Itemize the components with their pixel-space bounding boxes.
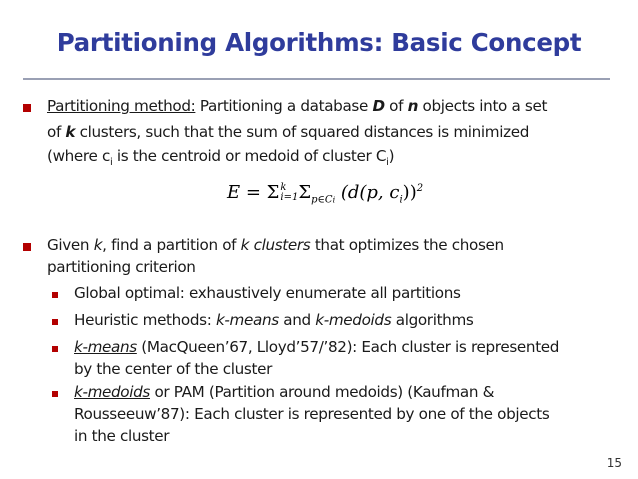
text-run: that optimizes the chosen xyxy=(310,236,504,254)
text-run: Heuristic methods: xyxy=(74,311,216,329)
formula-i-equals-1: i=1 xyxy=(280,192,299,203)
text-run: (where c xyxy=(47,147,110,165)
variable-D: D xyxy=(372,97,385,115)
square-bullet-icon xyxy=(52,346,58,352)
text-run: ) xyxy=(388,147,395,165)
text-run: clusters, such that the sum of squared distances is minimized xyxy=(75,123,530,141)
sub-bullet-heuristic xyxy=(74,310,473,331)
title-divider xyxy=(23,78,610,80)
sub-bullet-global-optimal: Global optimal: exhaustively enumerate all partitions xyxy=(74,284,461,302)
text-run: or PAM (Partition around medoids) (Kaufman & xyxy=(149,383,495,401)
subscript-i: i xyxy=(386,157,389,169)
sub-bullet-kmedoids-line-1 xyxy=(74,382,494,403)
formula-sum-limits xyxy=(280,183,298,203)
subscript-i: i xyxy=(109,157,113,169)
bullet-2-line-1 xyxy=(47,235,504,256)
square-bullet-icon xyxy=(52,292,58,298)
text-run: of xyxy=(47,123,66,141)
k-clusters-term: k clusters xyxy=(240,236,311,254)
k-means-link: k-means xyxy=(74,338,137,356)
bullet-2-line-2: partitioning criterion xyxy=(47,258,196,276)
text-run: (MacQueen’67, Lloyd’57/’82): Each cluster is represented xyxy=(136,338,560,356)
square-bullet-icon xyxy=(52,391,58,397)
k-means-term: k-means xyxy=(215,311,279,329)
formula-i: i xyxy=(399,194,403,206)
text-run: , find a partition of xyxy=(102,236,241,254)
sub-bullet-kmedoids-line-2: Rousseeuw’87): Each cluster is represented by one of the objects xyxy=(74,405,550,423)
formula-sigma: Σ xyxy=(298,182,312,203)
text-run: and xyxy=(278,311,316,329)
sub-bullet-kmedoids-line-3: in the cluster xyxy=(74,427,170,445)
text-run: Partitioning a database xyxy=(195,97,373,115)
formula-k: k xyxy=(280,182,287,193)
text-run: objects into a set xyxy=(418,97,548,115)
variable-k: k xyxy=(93,236,103,254)
partitioning-method-term: Partitioning method: xyxy=(47,97,196,115)
sub-bullet-kmeans-line-2: by the center of the cluster xyxy=(74,360,272,378)
slide-title: Partitioning Algorithms: Basic Concept xyxy=(56,28,582,57)
page-number: 15 xyxy=(606,456,622,470)
formula-close: )) xyxy=(402,182,417,203)
formula-E: E xyxy=(227,182,241,203)
bullet-1-line-2 xyxy=(47,122,529,143)
formula-i: i xyxy=(332,195,336,205)
square-bullet-icon xyxy=(23,243,31,251)
objective-formula xyxy=(227,182,423,206)
text-run: Given xyxy=(47,236,94,254)
bullet-1-line-1 xyxy=(47,96,547,117)
square-bullet-icon xyxy=(23,104,31,112)
formula-p-in-C: p∈C xyxy=(311,194,333,206)
text-run: is the centroid or medoid of cluster C xyxy=(112,147,387,165)
sub-bullet-kmeans-line-1 xyxy=(74,337,559,358)
text-run: of xyxy=(384,97,408,115)
text-run: algorithms xyxy=(391,311,474,329)
k-medoids-term: k-medoids xyxy=(315,311,392,329)
bullet-1-line-3 xyxy=(47,146,394,174)
k-medoids-link: k-medoids xyxy=(74,383,150,401)
formula-equals-sigma: = Σ xyxy=(240,182,280,203)
square-bullet-icon xyxy=(52,319,58,325)
formula-distance: (d(p, c xyxy=(335,182,400,203)
variable-k: k xyxy=(65,123,76,141)
variable-n: n xyxy=(407,97,419,115)
formula-exponent: 2 xyxy=(416,183,424,194)
